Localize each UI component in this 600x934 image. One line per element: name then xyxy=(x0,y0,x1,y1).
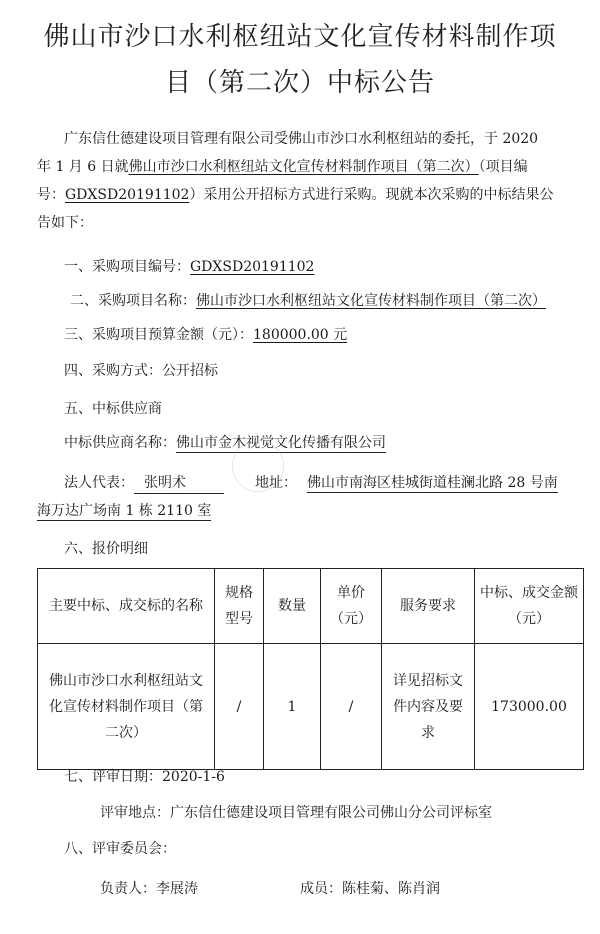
header-qty: 数量 xyxy=(264,569,321,644)
page-title-line-2: 目（第二次）中标公告 xyxy=(164,68,435,98)
item-project-name xyxy=(70,290,546,310)
cell-name-3: 二次） xyxy=(105,724,147,741)
header-service: 服务要求 xyxy=(382,569,475,644)
address-value-1: 佛山市南海区桂城街道桂澜北路 28 号南 xyxy=(307,475,558,491)
header-name: 主要中标、成交标的名称 xyxy=(38,569,215,644)
intro-method: ）采用公开招标方式进行采购。现就本次采购的中标结果公 xyxy=(189,187,554,203)
review-committee: 八、评审委员会： xyxy=(64,841,176,857)
table-row xyxy=(38,644,584,770)
item-1-value: GDXSD20191102 xyxy=(190,259,315,275)
header-price-1: 单价 xyxy=(337,585,365,601)
legal-rep-label: 法人代表： xyxy=(64,475,134,491)
cell-service-3: 求 xyxy=(421,724,435,741)
supplier-label: 中标供应商名称： xyxy=(64,435,176,451)
header-amount xyxy=(475,569,584,644)
address-value-2: 海万达广场南 1 栋 2110 室 xyxy=(37,503,212,519)
item-project-number xyxy=(64,256,314,276)
intro-project-no-label: （项目编 xyxy=(478,159,528,175)
header-price xyxy=(321,569,382,644)
item-1-label: 一、采购项目编号： xyxy=(64,259,190,275)
cell-service-2: 件内容及要 xyxy=(393,698,463,715)
cell-spec: / xyxy=(215,644,264,770)
cell-amount: 173000.00 xyxy=(475,644,584,770)
price-detail-heading: 六、报价明细 xyxy=(64,541,148,557)
legal-rep-line xyxy=(64,472,224,494)
intro-project-no: GDXSD20191102 xyxy=(65,187,190,203)
cell-name-2: 化宣传材料制作项目（第 xyxy=(49,698,203,715)
intro-date: 年 1 月 6 日就 xyxy=(37,159,129,175)
cell-service xyxy=(382,644,475,770)
address-line-1 xyxy=(255,472,558,492)
item-budget xyxy=(64,324,347,344)
review-leader: 负责人：李展涛 xyxy=(100,881,198,897)
intro-line-4: 告如下： xyxy=(37,215,93,231)
cell-name xyxy=(38,644,215,770)
item-method: 四、采购方式：公开招标 xyxy=(64,363,218,379)
item-2-value: 佛山市沙口水利枢纽站文化宣传材料制作项目（第二次） xyxy=(196,293,546,309)
item-2-label: 二、采购项目名称： xyxy=(70,293,196,309)
cell-price: / xyxy=(321,644,382,770)
price-table xyxy=(37,568,584,770)
address-label: 地址： xyxy=(255,475,297,491)
intro-line-2 xyxy=(37,156,528,176)
header-spec-2: 型号 xyxy=(225,611,253,627)
supplier-name: 佛山市金木视觉文化传播有限公司 xyxy=(176,435,386,451)
cell-qty: 1 xyxy=(264,644,321,770)
header-spec xyxy=(215,569,264,644)
item-3-value: 180000.00 元 xyxy=(253,327,348,343)
intro-no-prefix: 号： xyxy=(37,187,65,203)
table-header-row xyxy=(38,569,584,644)
legal-rep-name: 张明术 xyxy=(134,472,224,494)
header-price-2: （元） xyxy=(330,611,372,627)
cell-name-1: 佛山市沙口水利枢纽站文 xyxy=(49,672,203,689)
intro-project-name: 佛山市沙口水利枢纽站文化宣传材料制作项目（第二次） xyxy=(128,159,479,175)
cell-service-1: 详见招标文 xyxy=(393,672,463,689)
header-amount-1: 中标、成交金额 xyxy=(480,585,578,601)
review-place: 评审地点：广东信仕德建设项目管理有限公司佛山分公司评标室 xyxy=(100,805,492,821)
supplier-line xyxy=(64,432,386,452)
review-date: 七、评审日期：2020-1-6 xyxy=(64,769,225,785)
header-amount-2: （元） xyxy=(508,611,550,627)
item-supplier-heading: 五、中标供应商 xyxy=(64,401,162,417)
review-members: 成员：陈桂菊、陈肖润 xyxy=(300,881,440,897)
intro-line-1: 广东信仕德建设项目管理有限公司受佛山市沙口水利枢纽站的委托，于 2020 xyxy=(64,131,539,147)
page-title-line-1: 佛山市沙口水利枢纽站文化宣传材料制作项 xyxy=(43,22,557,52)
header-spec-1: 规格 xyxy=(225,585,253,601)
address-line-2 xyxy=(37,500,211,520)
intro-line-3 xyxy=(37,184,553,204)
item-3-label: 三、采购项目预算金额（元）： xyxy=(64,327,253,343)
